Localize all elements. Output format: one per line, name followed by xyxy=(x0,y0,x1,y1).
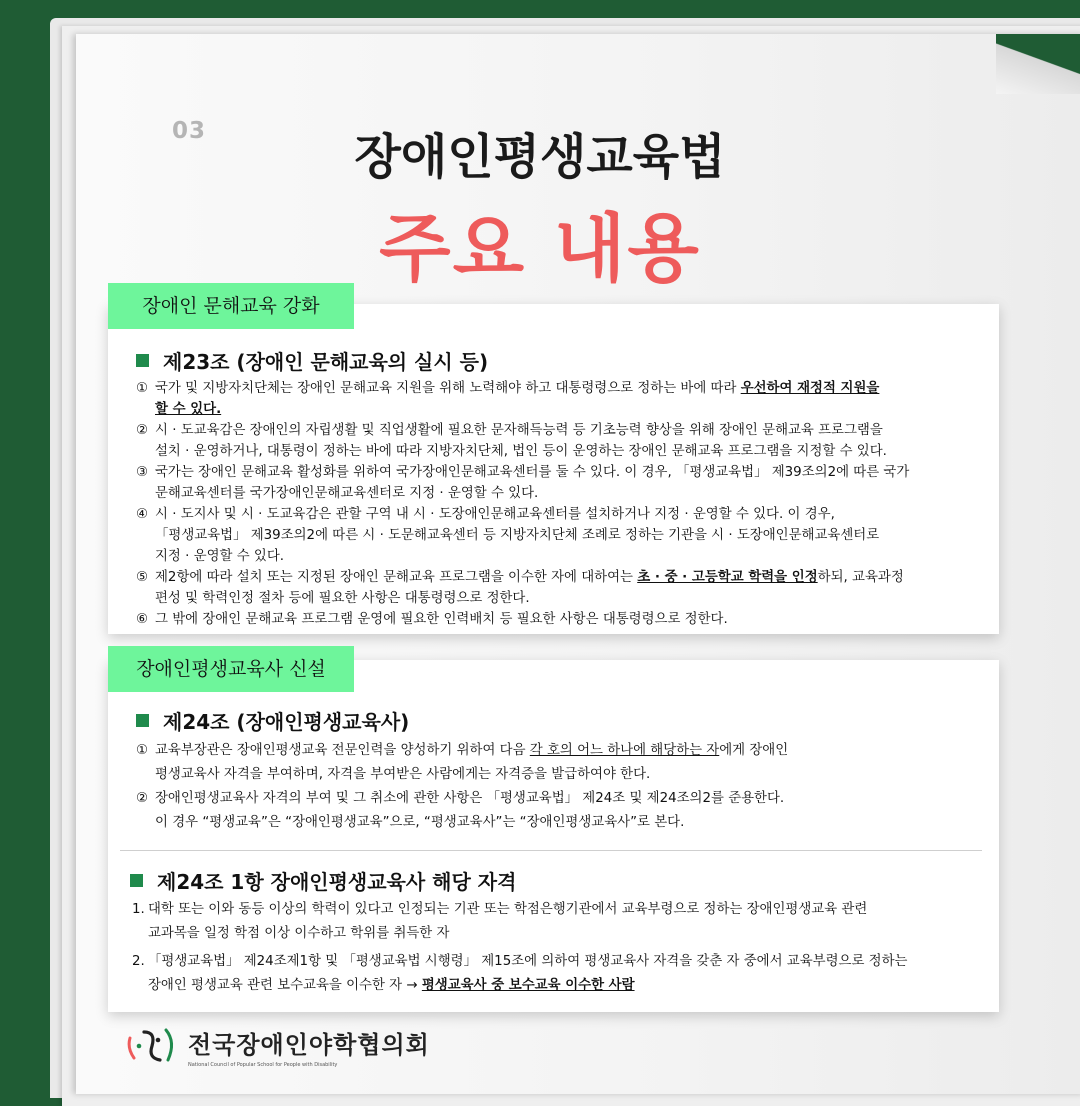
page-number: 03 xyxy=(172,118,207,144)
list-item: ③ 국가는 장애인 문해교육 활성화를 위하여 국가장애인문해교육센터를 둘 수 있다. 이 경우, 「평생교육법」 제39조의2에 따른 국가 문해교육센터를 국가장애인문해교육센터로 지정 · 운영할 수 있다. xyxy=(136,465,910,501)
section1-heading: 제23조 (장애인 문해교육의 실시 등) xyxy=(136,346,488,375)
list-item: ② 시 · 도교육감은 장애인의 자립생활 및 직업생활에 필요한 문자해득능력 등 기초능력 향상을 위해 장애인 문해교육 프로그램을 설치 · 운영하거나, 대통령이 정하는 바에 따라 지방자치단체, 법인 등이 운영하는 장애인 문해교육 프로그램을 지정할 수 있다. xyxy=(136,423,887,459)
section-divider xyxy=(120,850,982,851)
page-corner-fold xyxy=(996,34,1080,94)
title-line2: 주요 내용 xyxy=(379,206,701,292)
list-item: 2. 「평생교육법」 제24조제1항 및 「평생교육법 시행령」 제15조에 의하여 평생교육사 자격을 갖춘 자 중에서 교육부령으로 정하는 장애인 평생교육 관련 보수교육을 이수한 자 → 평생교육사 중 보수교육 이수한 사람 xyxy=(132,954,908,993)
title-line1-wrap xyxy=(0,118,1080,187)
bullet-square-icon xyxy=(136,354,149,367)
section2-sub-items xyxy=(132,898,987,998)
list-item: ⑥ 그 밖에 장애인 문해교육 프로그램 운영에 필요한 인력배치 등 필요한 사항은 대통령령으로 정한다. xyxy=(136,612,728,627)
section2-tag: 장애인평생교육사 신설 xyxy=(108,646,354,692)
list-item: ④ 시 · 도지사 및 시 · 도교육감은 관할 구역 내 시 · 도장애인문해교육센터를 설치하거나 지정 · 운영할 수 있다. 이 경우, 「평생교육법」 제39조의2에 따른 시 · 도문해교육센터 등 지방자치단체 조례로 정하는 기관을 시 · 도장애인문해교육센터로 지정 · 운영할 수 있다. xyxy=(136,507,880,564)
bullet-square-icon xyxy=(130,874,143,887)
list-item: ① 국가 및 지방자치단체는 장애인 문해교육 지원을 위해 노력해야 하고 대통령령으로 정하는 바에 따라 우선하여 재정적 지원을 할 수 있다. xyxy=(136,381,880,417)
org-name-en: National Council of Popular School for People with Disability xyxy=(188,1061,338,1068)
list-item: ⑤ 제2항에 따라 설치 또는 지정된 장애인 문해교육 프로그램을 이수한 자에 대하여는 초 · 중 · 고등학교 학력을 인정하되, 교육과정 편성 및 학력인정 절차 등에 필요한 사항은 대통령령으로 정한다. xyxy=(136,570,904,606)
list-item: 1. 대학 또는 이와 동등 이상의 학력이 있다고 인정되는 기관 또는 학점은행기관에서 교육부령으로 정하는 장애인평생교육 관련 교과목을 일정 학점 이상 이수하고 학위를 취득한 자 xyxy=(132,902,868,941)
title-line1: 장애인평생교육법 xyxy=(349,118,732,187)
section2-sub-heading: 제24조 1항 장애인평생교육사 해당 자격 xyxy=(130,866,516,895)
org-name: 전국장애인야학협의회 xyxy=(188,1030,430,1059)
list-item: ① 교육부장관은 장애인평생교육 전문인력을 양성하기 위하여 다음 각 호의 어느 하나에 해당하는 자에게 장애인 평생교육사 자격을 부여하며, 자격을 부여받은 사람에게는 자격증을 발급하여야 한다. xyxy=(136,743,789,782)
org-logo-icon xyxy=(124,1024,180,1068)
section2-items xyxy=(136,739,986,835)
bullet-square-icon xyxy=(136,714,149,727)
list-item: ② 장애인평생교육사 자격의 부여 및 그 취소에 관한 사항은 「평생교육법」 제24조 및 제24조의2를 준용한다. 이 경우 “평생교육”은 “장애인평생교육”으로, “평생교육사”는 “장애인평생교육사”로 본다. xyxy=(136,791,785,830)
org-logo xyxy=(124,1024,430,1068)
section1-items xyxy=(136,378,986,630)
section2-heading: 제24조 (장애인평생교육사) xyxy=(136,706,409,735)
section1-tag: 장애인 문해교육 강화 xyxy=(108,283,354,329)
